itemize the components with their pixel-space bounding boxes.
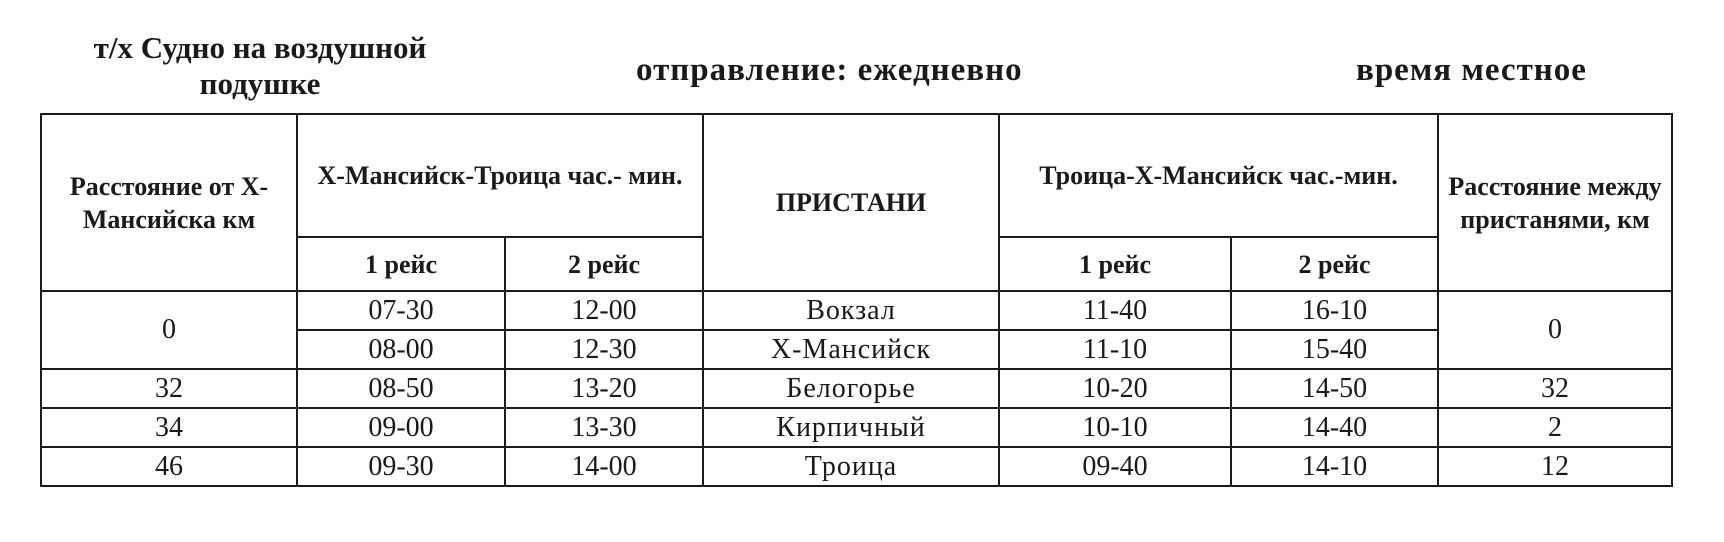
outbound-trip2-cell: 14-00 <box>505 447 703 486</box>
return-trip2-cell: 14-50 <box>1231 369 1438 408</box>
outbound-trip1-cell: 08-00 <box>297 330 505 369</box>
distance-from-cell: 32 <box>41 369 297 408</box>
group-outbound: Х-Мансийск-Троица час.- мин. <box>297 114 703 237</box>
outbound-trip2-cell: 13-30 <box>505 408 703 447</box>
outbound-trip2-cell: 13-20 <box>505 369 703 408</box>
outbound-trip2-header: 2 рейс <box>505 237 703 291</box>
col-distance-between: Расстояние между пристанями, км <box>1438 114 1672 291</box>
distance-from-cell: 46 <box>41 447 297 486</box>
header-row <box>41 114 1672 237</box>
distance-between-cell: 32 <box>1438 369 1672 408</box>
vessel-title: т/х Судно на воздушной подушке <box>93 30 427 101</box>
return-trip1-header: 1 рейс <box>999 237 1231 291</box>
distance-from-cell: 34 <box>41 408 297 447</box>
group-return: Троица-Х-Мансийск час.-мин. <box>999 114 1438 237</box>
return-trip1-cell: 11-10 <box>999 330 1231 369</box>
return-trip2-cell: 14-40 <box>1231 408 1438 447</box>
return-trip1-cell: 10-20 <box>999 369 1231 408</box>
return-trip2-cell: 15-40 <box>1231 330 1438 369</box>
time-note: время местное <box>1356 52 1587 88</box>
station-cell: Белогорье <box>703 369 999 408</box>
table-row <box>41 447 1672 486</box>
departure-note: отправление: ежедневно <box>636 52 1023 88</box>
table-row <box>41 369 1672 408</box>
outbound-trip1-cell: 09-00 <box>297 408 505 447</box>
outbound-trip1-cell: 08-50 <box>297 369 505 408</box>
outbound-trip1-cell: 09-30 <box>297 447 505 486</box>
outbound-trip1-cell: 07-30 <box>297 291 505 330</box>
return-trip2-cell: 14-10 <box>1231 447 1438 486</box>
distance-between-cell: 0 <box>1438 291 1672 369</box>
return-trip1-cell: 10-10 <box>999 408 1231 447</box>
outbound-trip2-cell: 12-00 <box>505 291 703 330</box>
return-trip1-cell: 11-40 <box>999 291 1231 330</box>
table-row <box>41 408 1672 447</box>
distance-between-cell: 12 <box>1438 447 1672 486</box>
station-cell: Х-Мансийск <box>703 330 999 369</box>
station-cell: Кирпичный <box>703 408 999 447</box>
station-cell: Вокзал <box>703 291 999 330</box>
return-trip2-cell: 16-10 <box>1231 291 1438 330</box>
col-distance-from: Расстояние от Х-Мансийска км <box>41 114 297 291</box>
outbound-trip2-cell: 12-30 <box>505 330 703 369</box>
distance-between-cell: 2 <box>1438 408 1672 447</box>
distance-from-cell: 0 <box>41 291 297 369</box>
return-trip2-header: 2 рейс <box>1231 237 1438 291</box>
outbound-trip1-header: 1 рейс <box>297 237 505 291</box>
col-piers: ПРИСТАНИ <box>703 114 999 291</box>
return-trip1-cell: 09-40 <box>999 447 1231 486</box>
schedule-table <box>40 113 1673 487</box>
station-cell: Троица <box>703 447 999 486</box>
table-row <box>41 291 1672 330</box>
